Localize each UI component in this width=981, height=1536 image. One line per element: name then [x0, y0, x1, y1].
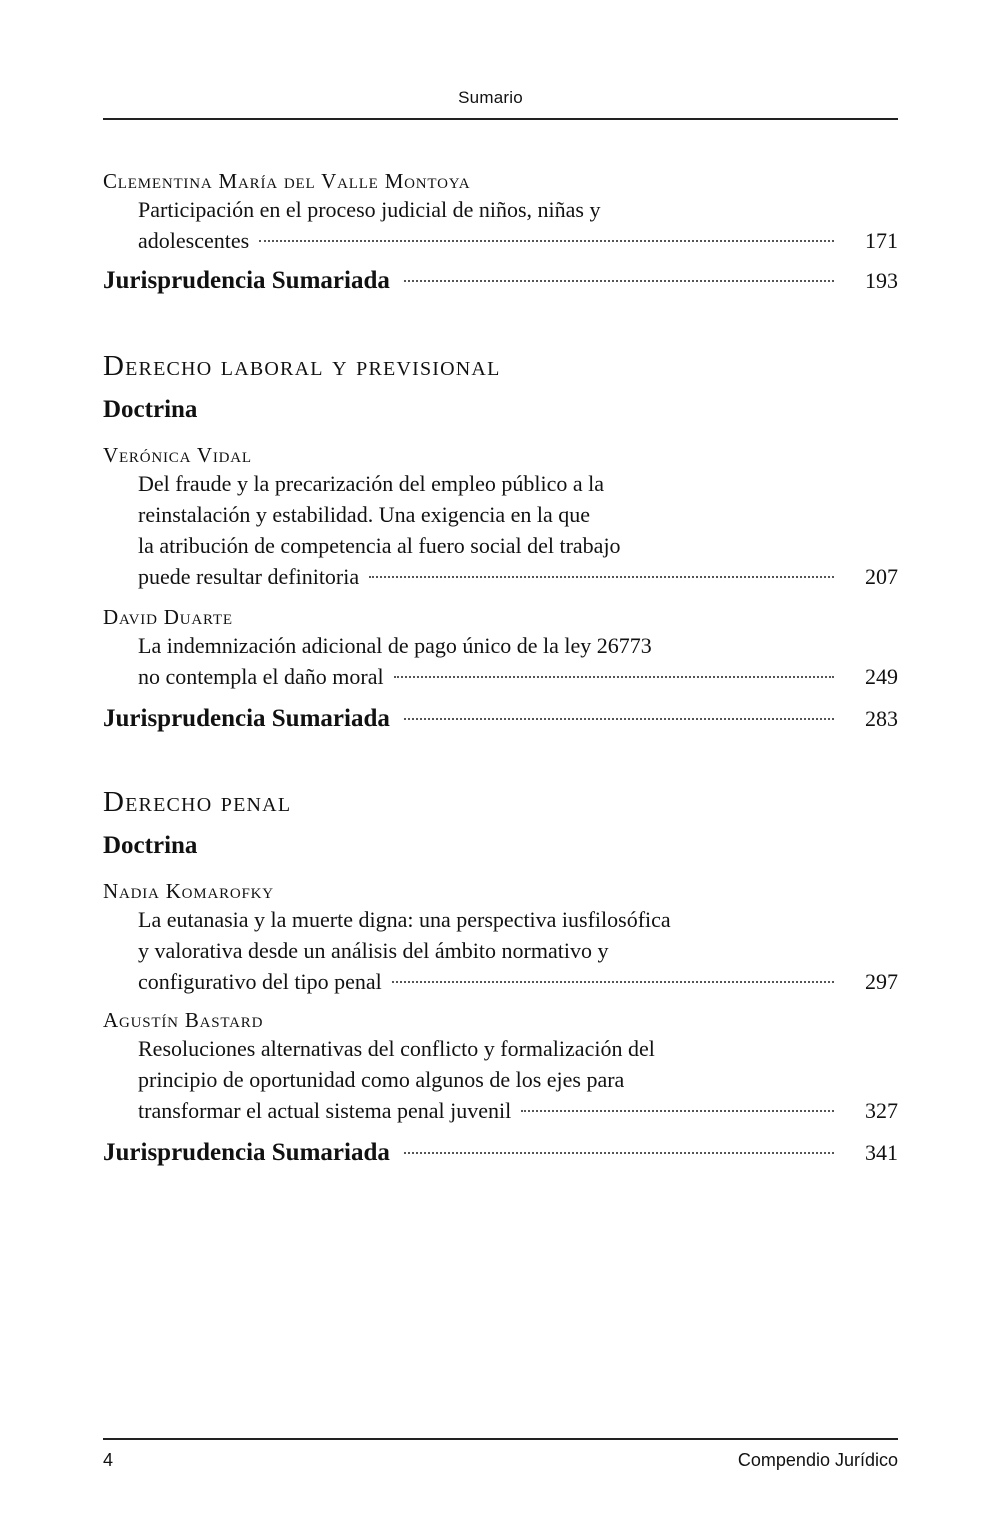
- dot-leader: [259, 240, 834, 242]
- running-head: Sumario: [458, 88, 523, 107]
- dot-leader: [392, 981, 834, 983]
- toc-entry: [103, 442, 898, 592]
- author-name: Verónica Vidal: [103, 443, 252, 467]
- page-number: 283: [865, 706, 898, 731]
- page-number: 207: [865, 564, 898, 589]
- title-line: adolescentes: [138, 228, 250, 253]
- toc-entry: [103, 604, 898, 692]
- page-number: 193: [865, 268, 898, 293]
- entry-title: [138, 468, 898, 592]
- title-line: La indemnización adicional de pago único de la ley 26773: [138, 633, 652, 658]
- title-last-line: [138, 1095, 898, 1126]
- title-last-line: [138, 225, 898, 256]
- jurisprudencia-label: Jurisprudencia Sumariada: [103, 267, 390, 294]
- title-last-line: [138, 661, 898, 692]
- title-last-line: [138, 966, 898, 997]
- title-line: transformar el actual sistema penal juvenil: [138, 1098, 512, 1123]
- jurisprudencia-row: [103, 264, 898, 298]
- title-line: La eutanasia y la muerte digna: una perspectiva iusfilosófica: [138, 907, 671, 932]
- title-line: puede resultar definitoria: [138, 564, 360, 589]
- entry-title: [138, 194, 898, 256]
- table-of-contents: [103, 168, 898, 1170]
- author-name: David Duarte: [103, 605, 233, 629]
- section-subtitle: Doctrina: [103, 396, 198, 423]
- author-name: Clementina María del Valle Montoya: [103, 169, 471, 193]
- section-title: Derecho laboral y previsional: [103, 350, 501, 382]
- toc-entry: [103, 878, 898, 997]
- title-line: Resoluciones alternativas del conflicto y formalización del: [138, 1036, 655, 1061]
- section-subtitle: Doctrina: [103, 832, 198, 859]
- page-number: 171: [865, 228, 898, 253]
- footer-publication: Compendio Jurídico: [737, 1450, 898, 1470]
- footer-rule: [103, 1438, 898, 1440]
- author-name: Nadia Komarofky: [103, 879, 274, 903]
- jurisprudencia-label: Jurisprudencia Sumariada: [103, 1139, 390, 1166]
- title-line: no contempla el daño moral: [138, 664, 384, 689]
- dot-leader: [404, 718, 834, 720]
- toc-entry: [103, 168, 898, 256]
- author-name: Agustín Bastard: [103, 1008, 264, 1032]
- entry-title: [138, 630, 898, 692]
- title-line: Del fraude y la precarización del empleo público a la: [138, 471, 605, 496]
- title-line: principio de oportunidad como algunos de los ejes para: [138, 1067, 625, 1092]
- page-number: 249: [865, 664, 898, 689]
- dot-leader: [404, 1152, 834, 1154]
- dot-leader: [521, 1110, 834, 1112]
- section-laboral: [103, 348, 898, 736]
- jurisprudencia-label: Jurisprudencia Sumariada: [103, 705, 390, 732]
- entry-title: [138, 1033, 898, 1126]
- title-line: y valorativa desde un análisis del ámbito normativo y: [138, 938, 609, 963]
- jurisprudencia-row: [103, 1136, 898, 1170]
- dot-leader: [369, 576, 834, 578]
- title-line: la atribución de competencia al fuero social del trabajo: [138, 533, 621, 558]
- dot-leader: [394, 676, 834, 678]
- title-line: reinstalación y estabilidad. Una exigencia en la que: [138, 502, 591, 527]
- section-title: Derecho penal: [103, 786, 292, 818]
- page-number: 297: [865, 969, 898, 994]
- header-rule: [103, 118, 898, 120]
- footer-page-number: 4: [103, 1450, 114, 1470]
- entry-title: [138, 904, 898, 997]
- section-penal: [103, 784, 898, 1170]
- dot-leader: [404, 280, 834, 282]
- title-line: configurativo del tipo penal: [138, 969, 382, 994]
- page-number: 327: [865, 1098, 898, 1123]
- toc-entry: [103, 1007, 898, 1126]
- jurisprudencia-row: [103, 702, 898, 736]
- title-line: Participación en el proceso judicial de niños, niñas y: [138, 197, 601, 222]
- page-number: 341: [865, 1140, 898, 1165]
- title-last-line: [138, 561, 898, 592]
